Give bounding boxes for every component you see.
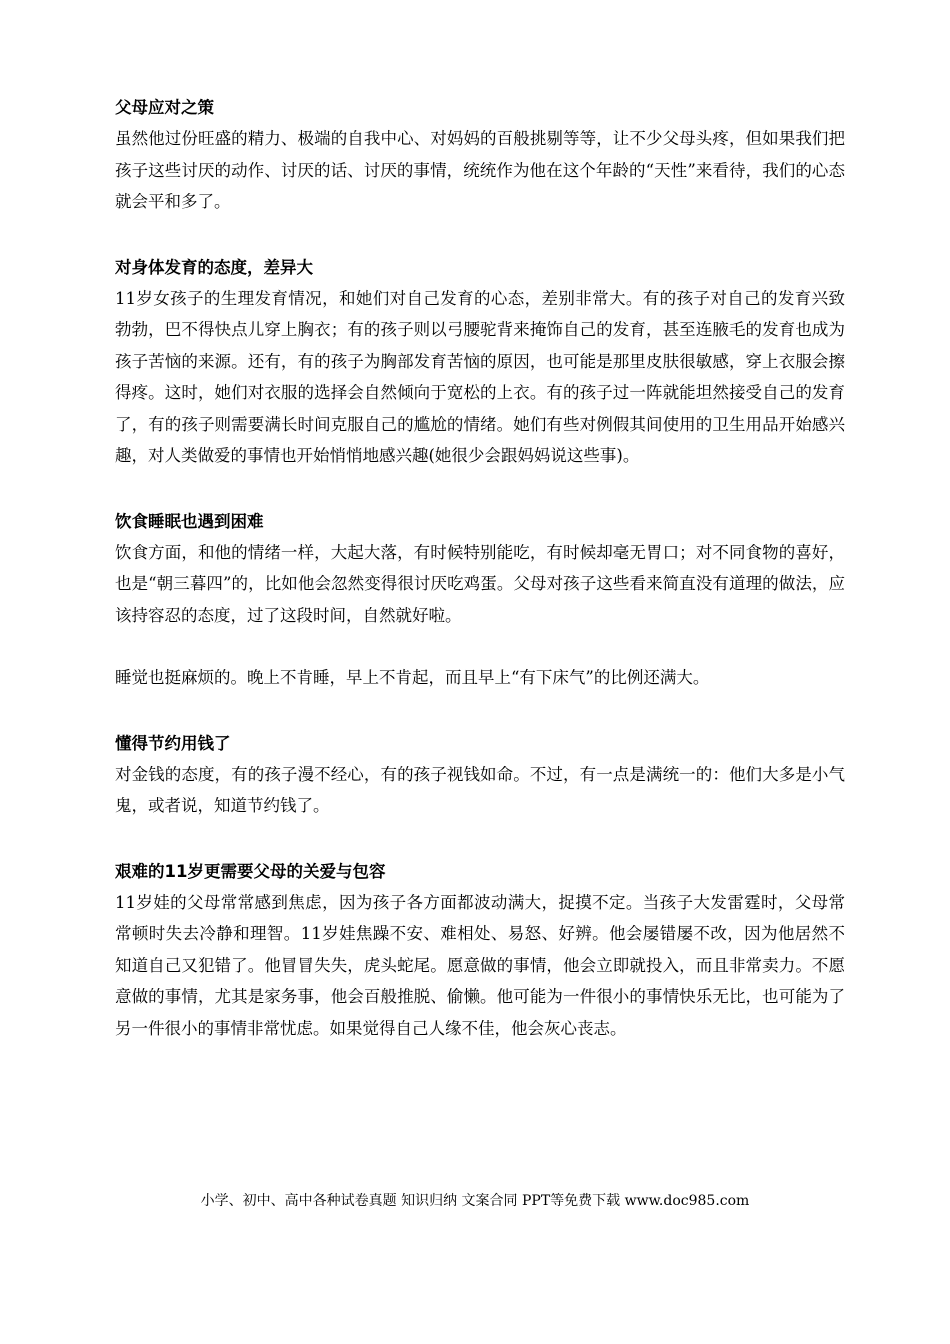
section-diet-sleep — [115, 506, 845, 694]
section-heading: 懂得节约用钱了 — [115, 733, 231, 753]
section-heading: 对身体发育的态度，差异大 — [115, 257, 313, 277]
section-heading: 艰难的11岁更需要父母的关爱与包容 — [115, 861, 386, 881]
section-care-tolerance — [115, 856, 845, 1045]
page-footer: 小学、初中、高中各种试卷真题 知识归纳 文案合同 PPT等免费下载 www.doc985.com — [200, 1193, 750, 1209]
section-paragraph: 虽然他过份旺盛的精力、极端的自我中心、对妈妈的百般挑剔等等，让不少父母头疼，但如果我们把孩子这些讨厌的动作、讨厌的话、讨厌的事情，统统作为他在这个年龄的“天性”来看待，我们的心态就会平和多了。 — [115, 129, 845, 211]
section-paragraph: 睡觉也挺麻烦的。晚上不肯睡，早上不肯起，而且早上“有下床气”的比例还满大。 — [115, 668, 710, 687]
section-parent-strategy — [115, 92, 845, 218]
section-saving-money — [115, 728, 845, 822]
section-paragraph: 11岁女孩子的生理发育情况，和她们对自己发育的心态，差别非常大。有的孩子对自己的发育兴致勃勃，巴不得快点儿穿上胸衣；有的孩子则以弓腰驼背来掩饰自己的发育，甚至连腋毛的发育也成为孩子苦恼的来源。还有，有的孩子为胸部发育苦恼的原因，也可能是那里皮肤很敏感，穿上衣服会擦得疼。这时，她们对衣服的选择会自然倾向于宽松的上衣。有的孩子过一阵就能坦然接受自己的发育了，有的孩子则需要满长时间克服自己的尴尬的情绪。她们有些对例假其间使用的卫生用品开始感兴趣，对人类做爱的事情也开始悄悄地感兴趣(她很少会跟妈妈说这些事)。 — [115, 288, 845, 465]
section-heading: 饮食睡眠也遇到困难 — [115, 511, 264, 531]
section-paragraph: 饮食方面，和他的情绪一样，大起大落，有时候特别能吃，有时候却毫无胃口；对不同食物的喜好，也是“朝三暮四”的，比如他会忽然变得很讨厌吃鸡蛋。父母对孩子这些看来简直没有道理的做法，应该持容忍的态度，过了这段时间，自然就好啦。 — [115, 542, 845, 625]
section-body-development — [115, 252, 845, 472]
section-heading: 父母应对之策 — [115, 98, 214, 117]
section-paragraph: 对金钱的态度，有的孩子漫不经心，有的孩子视钱如命。不过，有一点是满统一的：他们大多是小气鬼，或者说，知道节约钱了。 — [115, 764, 845, 815]
document-body — [115, 92, 845, 1078]
section-paragraph: 11岁娃的父母常常感到焦虑，因为孩子各方面都波动满大，捉摸不定。当孩子大发雷霆时，父母常常顿时失去冷静和理智。11岁娃焦躁不安、难相处、易怒、好辨。他会屡错屡不改，因为他居然不知道自己又犯错了。他冒冒失失，虎头蛇尾。愿意做的事情，他会立即就投入，而且非常卖力。不愿意做的事情，尤其是家务事，他会百般推脱、偷懒。他可能为一件很小的事情快乐无比，也可能为了另一件很小的事情非常忧虑。如果觉得自己人缘不佳，他会灰心丧志。 — [115, 892, 845, 1038]
